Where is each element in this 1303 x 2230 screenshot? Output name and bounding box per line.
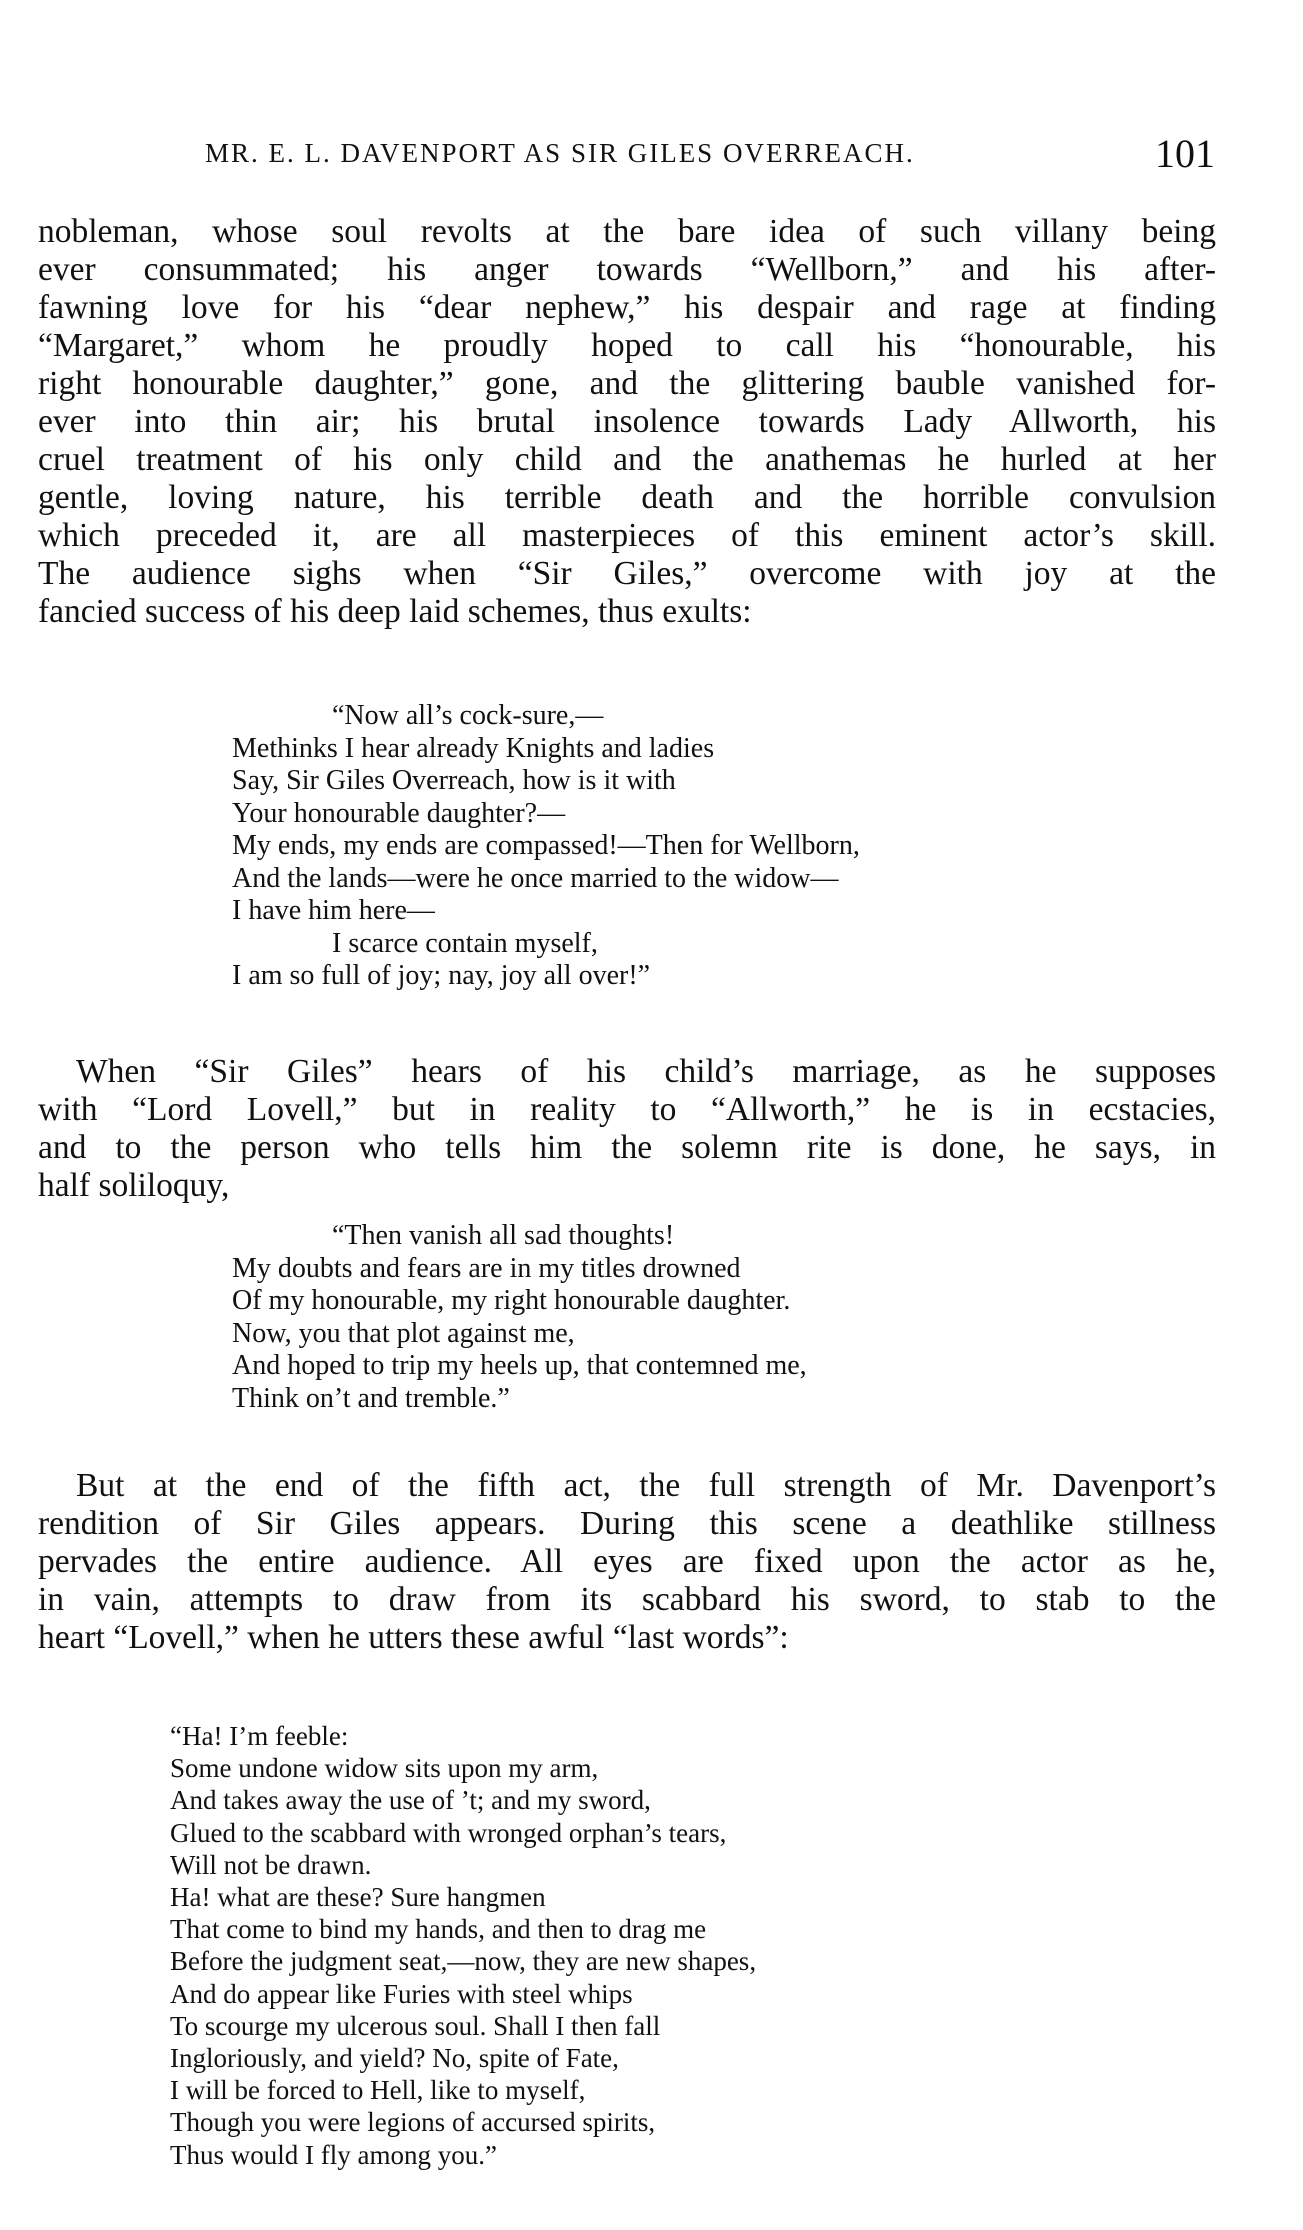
paragraph-1-line: ever into thin air; his brutal insolence towards Lady Allworth, his [38,403,1216,440]
paragraph-3 [38,1467,1216,1657]
verse-line: Will not be drawn. [170,1849,372,1880]
paragraph-1-line: “Margaret,” whom he proudly hoped to call his “honourable, his [38,327,1216,364]
paragraph-1-line: nobleman, whose soul revolts at the bare idea of such villany being [38,213,1216,250]
paragraph-3-line: heart “Lovell,” when he utters these awful “last words”: [38,1619,789,1656]
verse-line: And do appear like Furies with steel whips [170,1978,633,2009]
running-head: MR. E. L. DAVENPORT AS SIR GILES OVERREACH. [205,138,915,168]
verse-line: And the lands—were he once married to the widow— [232,862,839,894]
verse-line: That come to bind my hands, and then to drag me [170,1914,707,1945]
paragraph-2-line: with “Lord Lovell,” but in reality to “Allworth,” he is in ecstacies, [38,1091,1216,1128]
verse-line: I will be forced to Hell, like to myself, [170,2075,586,2106]
verse-line: And hoped to trip my heels up, that contemned me, [232,1350,807,1381]
verse-line: And takes away the use of ’t; and my sword, [170,1785,651,1816]
paragraph-1-line: which preceded it, are all masterpieces of this eminent actor’s skill. [38,517,1216,554]
verse-line: Your honourable daughter?— [232,797,566,829]
paragraph-3-line: pervades the entire audience. All eyes are fixed upon the actor as he, [38,1543,1216,1580]
verse-line: Say, Sir Giles Overreach, how is it with [232,765,676,796]
verse-line: Thus would I fly among you.” [170,2139,497,2170]
verse-line: Before the judgment seat,—now, they are new shapes, [170,1946,757,1977]
verse-quote-2 [232,1220,807,1415]
verse-line: Of my honourable, my right honourable daughter. [232,1285,791,1316]
paragraph-3-line: But at the end of the fifth act, the full strength of Mr. Davenport’s [76,1467,1216,1504]
verse-line: “Then vanish all sad thoughts! [332,1220,675,1251]
paragraph-1-line: fancied success of his deep laid schemes, thus exults: [38,593,752,630]
paragraph-1 [38,213,1216,631]
paragraph-3-line: in vain, attempts to draw from its scabbard his sword, to stab to the [38,1581,1216,1618]
paragraph-1-line: fawning love for his “dear nephew,” his despair and rage at finding [38,289,1216,326]
paragraph-3-line: rendition of Sir Giles appears. During this scene a deathlike stillness [38,1505,1216,1542]
verse-line: Methinks I hear already Knights and ladies [232,732,715,764]
page-number: 101 [1155,131,1215,176]
paragraph-1-line: cruel treatment of his only child and the anathemas he hurled at her [38,441,1216,478]
verse-quote-1 [232,700,860,993]
verse-line: “Now all’s cock-sure,— [332,700,604,731]
verse-line: Though you were legions of accursed spirits, [170,2107,656,2138]
verse-line: Think on’t and tremble.” [232,1382,510,1414]
verse-line: I scarce contain myself, [332,927,598,959]
paragraph-1-line: ever consummated; his anger towards “Wellborn,” and his after- [38,251,1216,288]
paragraph-2-line: When “Sir Giles” hears of his child’s marriage, as he supposes [76,1053,1216,1090]
verse-line: Ha! what are these? Sure hangmen [170,1882,546,1913]
paragraph-2-line: and to the person who tells him the solemn rite is done, he says, in [38,1129,1216,1166]
verse-line: Glued to the scabbard with wronged orphan’s tears, [170,1817,727,1848]
verse-quote-3 [170,1720,756,2171]
paragraph-2-line: half soliloquy, [38,1167,230,1204]
paragraph-1-line: gentle, loving nature, his terrible death and the horrible convulsion [38,479,1216,516]
verse-line: Some undone widow sits upon my arm, [170,1753,599,1784]
verse-line: “Ha! I’m feeble: [170,1721,349,1751]
verse-line: Now, you that plot against me, [232,1317,575,1349]
verse-line: To scourge my ulcerous soul. Shall I then fall [170,2010,661,2041]
paragraph-1-line: The audience sighs when “Sir Giles,” overcome with joy at the [38,555,1216,592]
paragraph-1-line: right honourable daughter,” gone, and the glittering bauble vanished for- [38,365,1216,402]
verse-line: My doubts and fears are in my titles drowned [232,1252,741,1284]
paragraph-2 [38,1053,1216,1205]
verse-line: I am so full of joy; nay, joy all over!” [232,960,651,991]
verse-line: I have him here— [232,895,435,926]
verse-line: Ingloriously, and yield? No, spite of Fate, [170,2043,619,2074]
page-header [205,130,1215,180]
verse-line: My ends, my ends are compassed!—Then for Wellborn, [232,830,860,861]
